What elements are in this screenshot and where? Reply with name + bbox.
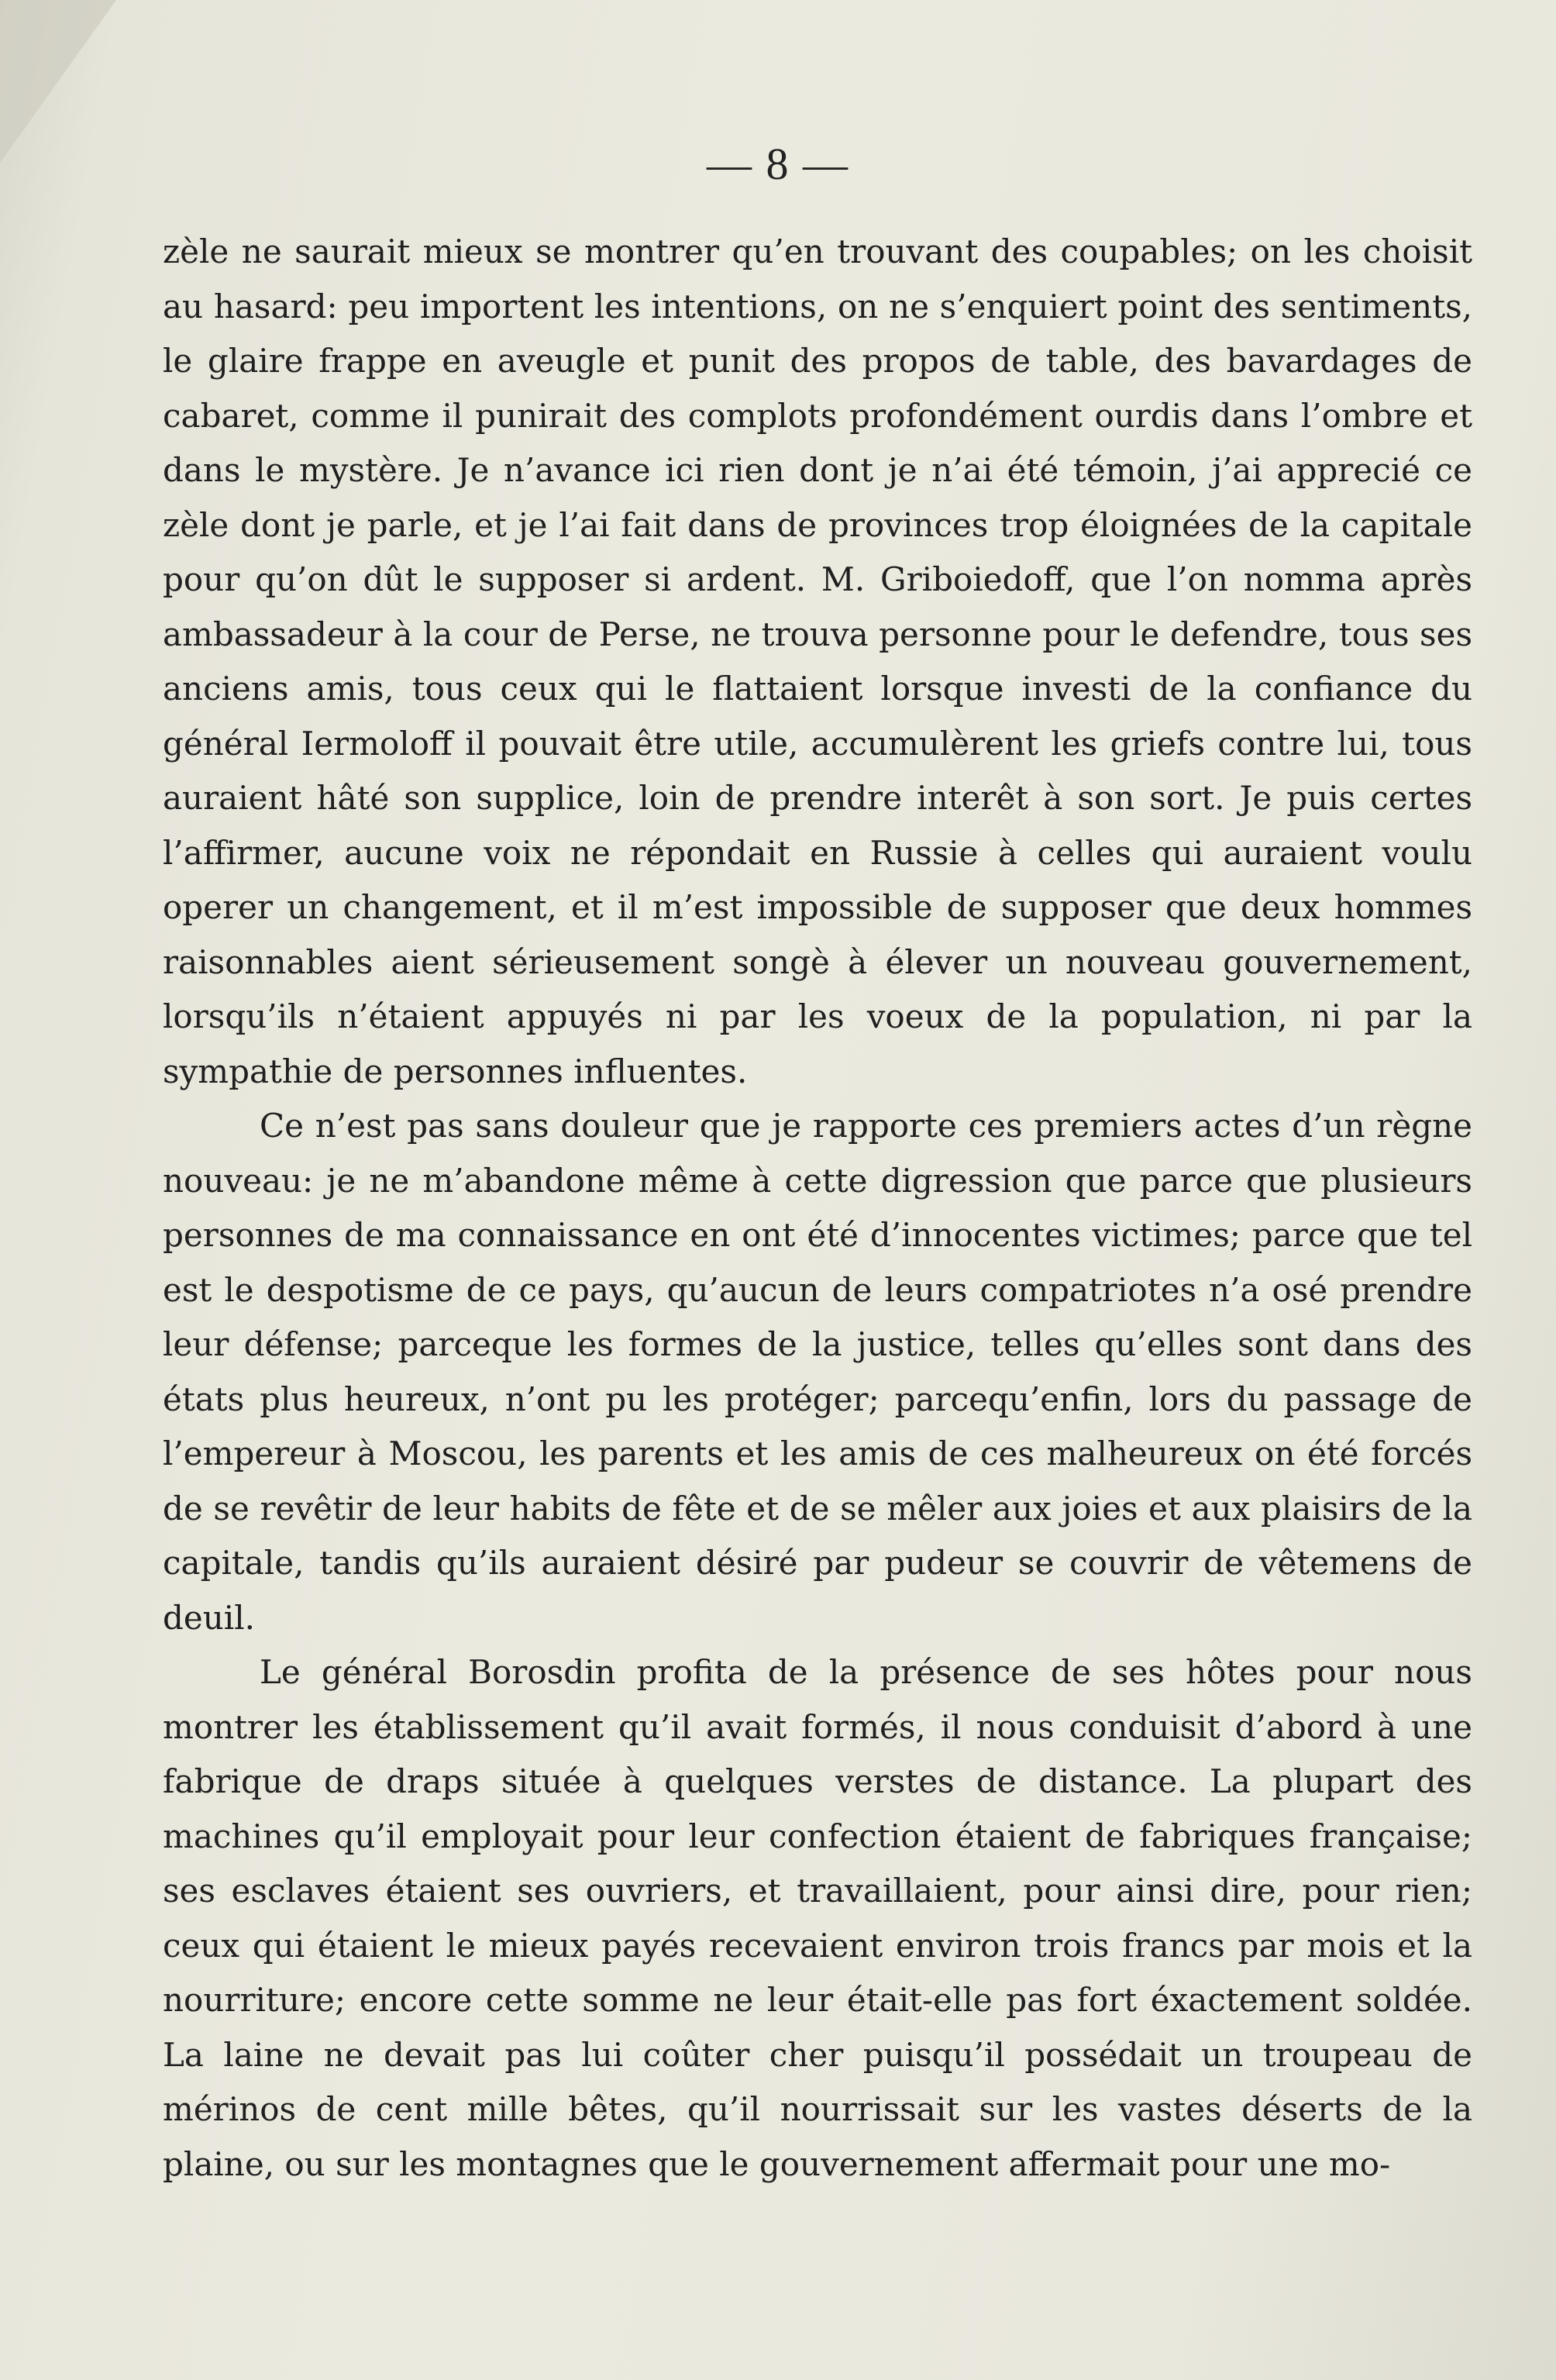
paragraph-1: zèle ne saurait mieux se montrer qu’en trouvant des coupables; on les choisit au hasard: peu importent les intentions, on ne s’enquiert point des sentiments, le glaire frappe en aveugle et punit des propos de table, des bavardages de cabaret, comme il punirait des complots profondément ourdis dans l’ombre et dans le mystère. Je n’avance ici rien dont je n’ai été témoin, j’ai apprecié ce zèle dont je parle, et je l’ai fait dans de provinces trop éloignées de la capitale pour qu’on dût le supposer si ardent. M. Griboiedoff, que l’on nomma après ambassadeur à la cour de Perse, ne trouva personne pour le defendre, tous ses anciens amis, tous ceux qui le flattaient lorsque investi de la confiance du général Iermoloff il pouvait être utile, accumulèrent les griefs contre lui, tous auraient hâté son supplice, loin de prendre interêt à son sort. Je puis certes l’affirmer, aucune voix ne répondait en Russie à celles qui auraient voulu operer un changement, et il m’est impossible de supposer que deux hommes raisonnables aient sérieusement songè à élever un nouveau gouvernement, lorsqu’ils n’étaient appuyés ni par les voeux de la population, ni par la sympathie de personnes influentes.	[163, 232, 1472, 1090]
page-number: — 8 —	[707, 139, 849, 189]
paragraph-3: Le général Borosdin profita de la présence de ses hôtes pour nous montrer les établissement qu’il avait formés, il nous conduisit d’abord à une fabrique de draps située à quelques verstes de distance. La plupart des machines qu’il employait pour leur confection étaient de fabriques française; ses esclaves étaient ses ouvriers, et travaillaient, pour ainsi dire, pour rien; ceux qui étaient le mieux payés recevaient environ trois francs par mois et la nourriture; encore cette somme ne leur était-elle pas fort éxactement soldée. La laine ne devait pas lui coûter cher puisqu’il possédait un troupeau de mérinos de cent mille bêtes, qu’il nourrissait sur les vastes déserts de la plaine, ou sur les montagnes que le gouvernement affermait pour une mo-	[163, 1653, 1472, 2183]
paragraph-2: Ce n’est pas sans douleur que je rapporte ces premiers actes d’un règne nouveau: je ne m’abandone même à cette digression que parce que plusieurs personnes de ma connaissance en ont été d’innocentes victimes; parce que tel est le despotisme de ce pays, qu’aucun de leurs compatriotes n’a osé prendre leur défense; parceque les formes de la justice, telles qu’elles sont dans des états plus heureux, n’ont pu les protéger; parcequ’enfin, lors du passage de l’empereur à Moscou, les parents et les amis de ces malheureux on été forcés de se revêtir de leur habits de fête et de se mêler aux joies et aux plaisirs de la capitale, tandis qu’ils auraient désiré par pudeur se couvrir de vêtemens de deuil.	[163, 1107, 1472, 1637]
body-text	[163, 225, 1472, 2192]
